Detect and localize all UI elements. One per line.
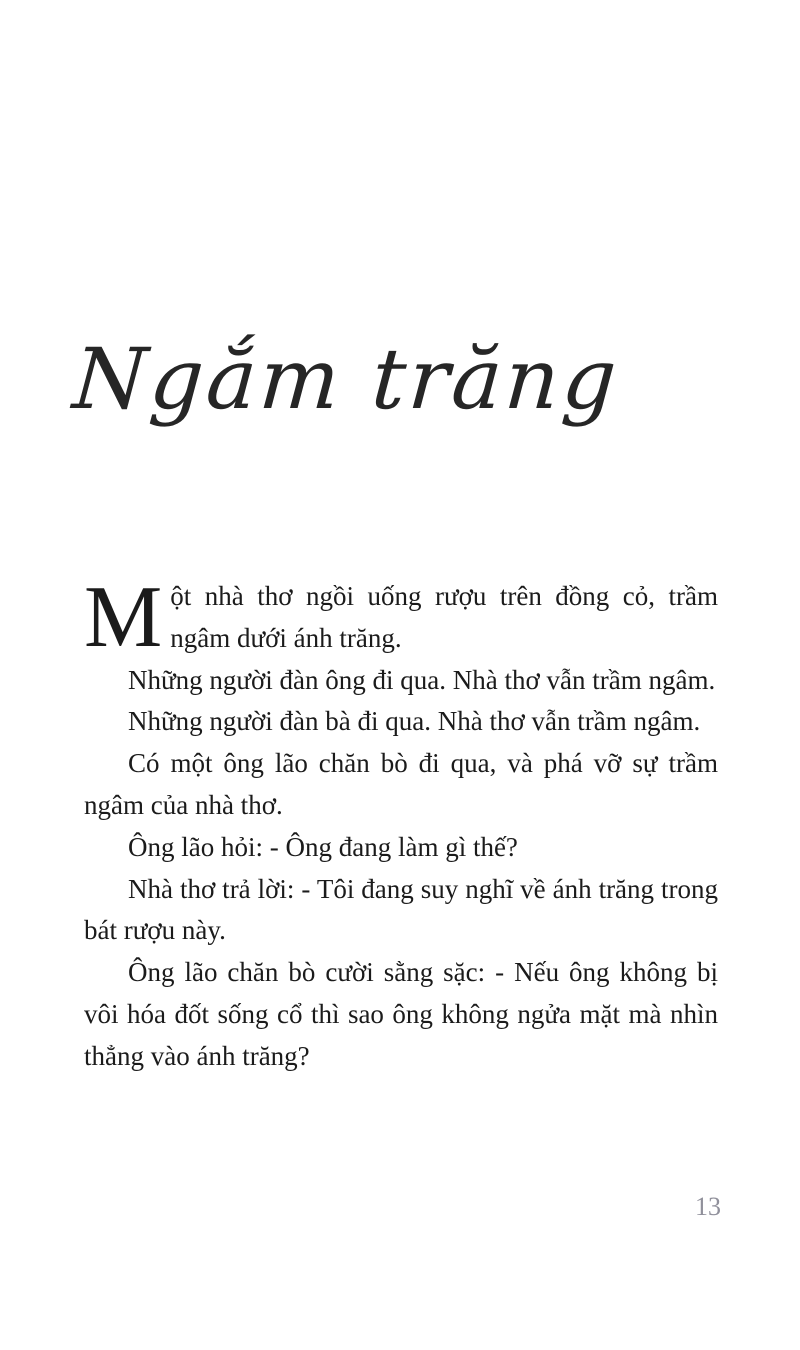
paragraph: Những người đàn ông đi qua. Nhà thơ vẫn trầm ngâm. bbox=[128, 664, 716, 695]
paragraph: Có một ông lão chăn bò đi qua, và phá vỡ sự trầm ngâm của nhà thơ. bbox=[84, 748, 718, 820]
paragraph: Những người đàn bà đi qua. Nhà thơ vẫn trầm ngâm. bbox=[128, 706, 701, 737]
drop-cap: M bbox=[84, 569, 163, 666]
paragraph: Ông lão chăn bò cười sằng sặc: - Nếu ông không bị vôi hóa đốt sống cổ thì sao ông không ngửa mặt mà nhìn thẳng vào ánh trăng? bbox=[84, 957, 718, 1071]
paragraph bbox=[84, 569, 718, 666]
paragraph-text: ột nhà thơ ngồi uống rượu trên đồng cỏ, trầm ngâm dưới ánh trăng. bbox=[170, 581, 718, 653]
chapter-title: Ngắm trăng bbox=[70, 330, 623, 428]
page-number: 13 bbox=[695, 1192, 721, 1221]
story-text bbox=[84, 569, 718, 1078]
paragraph: Ông lão hỏi: - Ông đang làm gì thế? bbox=[128, 831, 518, 862]
paragraph: Nhà thơ trả lời: - Tôi đang suy nghĩ về ánh trăng trong bát rượu này. bbox=[84, 873, 718, 946]
